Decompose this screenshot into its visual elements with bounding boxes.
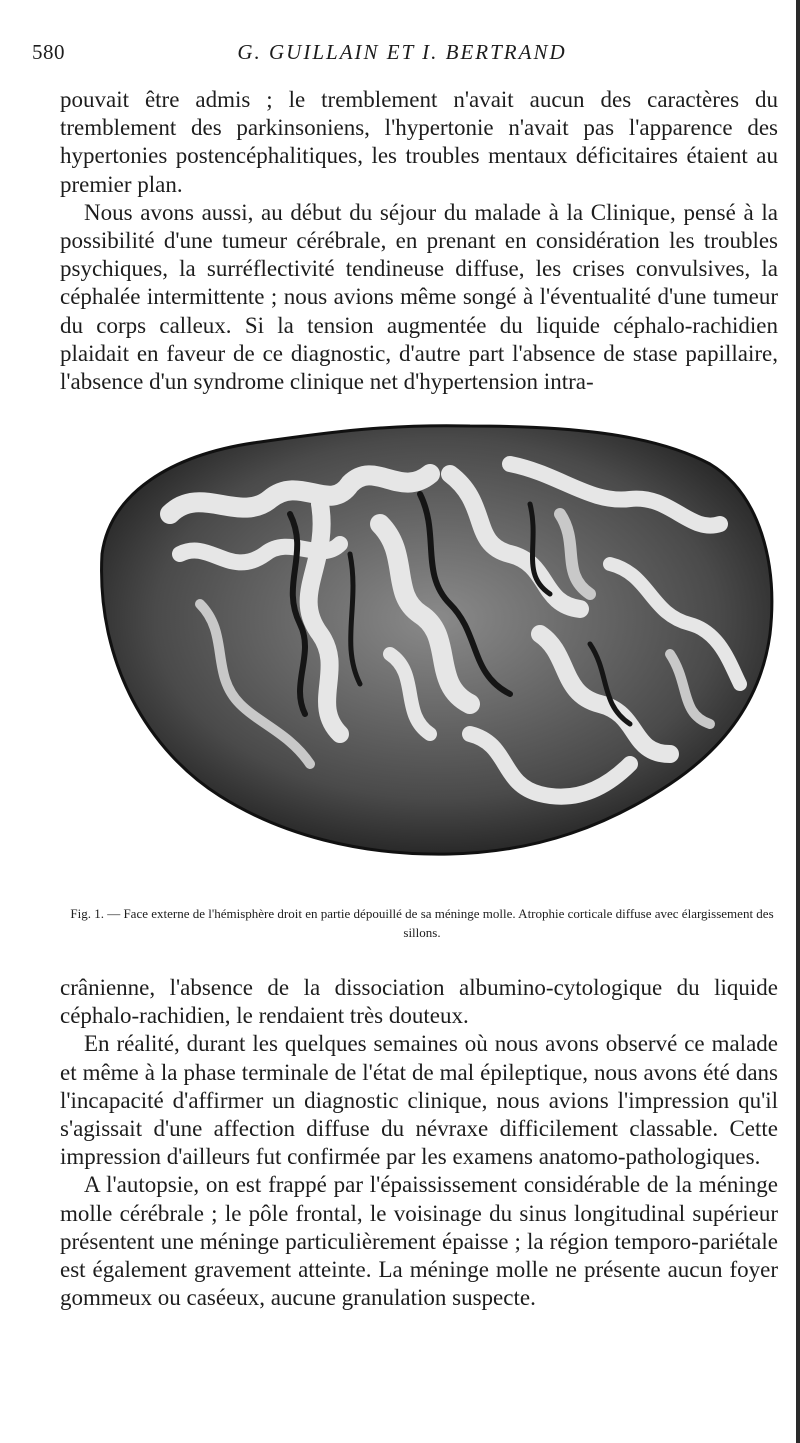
running-title: G. GUILLAIN ET I. BERTRAND [237, 40, 567, 64]
body-text-top [60, 86, 778, 396]
caption-dash: — [107, 906, 121, 921]
paragraph: crânienne, l'absence de la dissociation albumino-cytologique du liquide céphalo-rachidien, le rendaient très douteux. [60, 975, 778, 1029]
caption-text: Face externe de l'hémisphère droit en partie dépouillé de sa méninge molle. Atrophie corticale diffuse avec élargissement des sillons. [123, 906, 774, 940]
paragraph: A l'autopsie, on est frappé par l'épaississement considérable de la méninge molle cérébrale ; le pôle frontal, le voisinage du sinus longitudinal supérieur présentent une méninge particulièrement épaisse ; la région temporo-pariétale est également gravement atteinte. La méninge molle ne présente aucun foyer gommeux ou caséeux, aucune granulation suspecte. [60, 1172, 778, 1311]
page-header [32, 40, 772, 70]
figure-caption [60, 904, 784, 942]
brain-photograph [90, 404, 780, 860]
page-edge-shadow [796, 0, 800, 1443]
caption-label: Fig. 1. [70, 906, 104, 921]
paragraph: pouvait être admis ; le tremblement n'avait aucun des caractères du tremblement des parkinsoniens, l'hypertonie n'avait pas l'apparence des hypertonies postencéphalitiques, les troubles mentaux déficitaires étaient au premier plan. [60, 87, 778, 197]
paragraph: Nous avons aussi, au début du séjour du malade à la Clinique, pensé à la possibilité d'une tumeur cérébrale, en prenant en considération les troubles psychiques, la surréflectivité tendineuse diffuse, les crises convulsives, la céphalée intermittente ; nous avions même songé à l'éventualité d'une tumeur du corps calleux. Si la tension augmentée du liquide céphalo-rachidien plaidait en faveur de ce diagnostic, d'autre part l'absence de stase papillaire, l'absence d'un syndrome clinique net d'hypertension intra- [60, 199, 778, 395]
page-number: 580 [32, 40, 65, 64]
body-text-bottom [60, 974, 778, 1312]
paragraph: En réalité, durant les quelques semaines où nous avons observé ce malade et même à la phase terminale de l'état de mal épileptique, nous avons été dans l'incapacité d'affirmer un diagnostic clinique, nous avions l'impression qu'il s'agissait d'une affection diffuse du névraxe difficilement classable. Cette impression d'ailleurs fut confirmée par les examens anatomo-pathologiques. [60, 1031, 778, 1170]
